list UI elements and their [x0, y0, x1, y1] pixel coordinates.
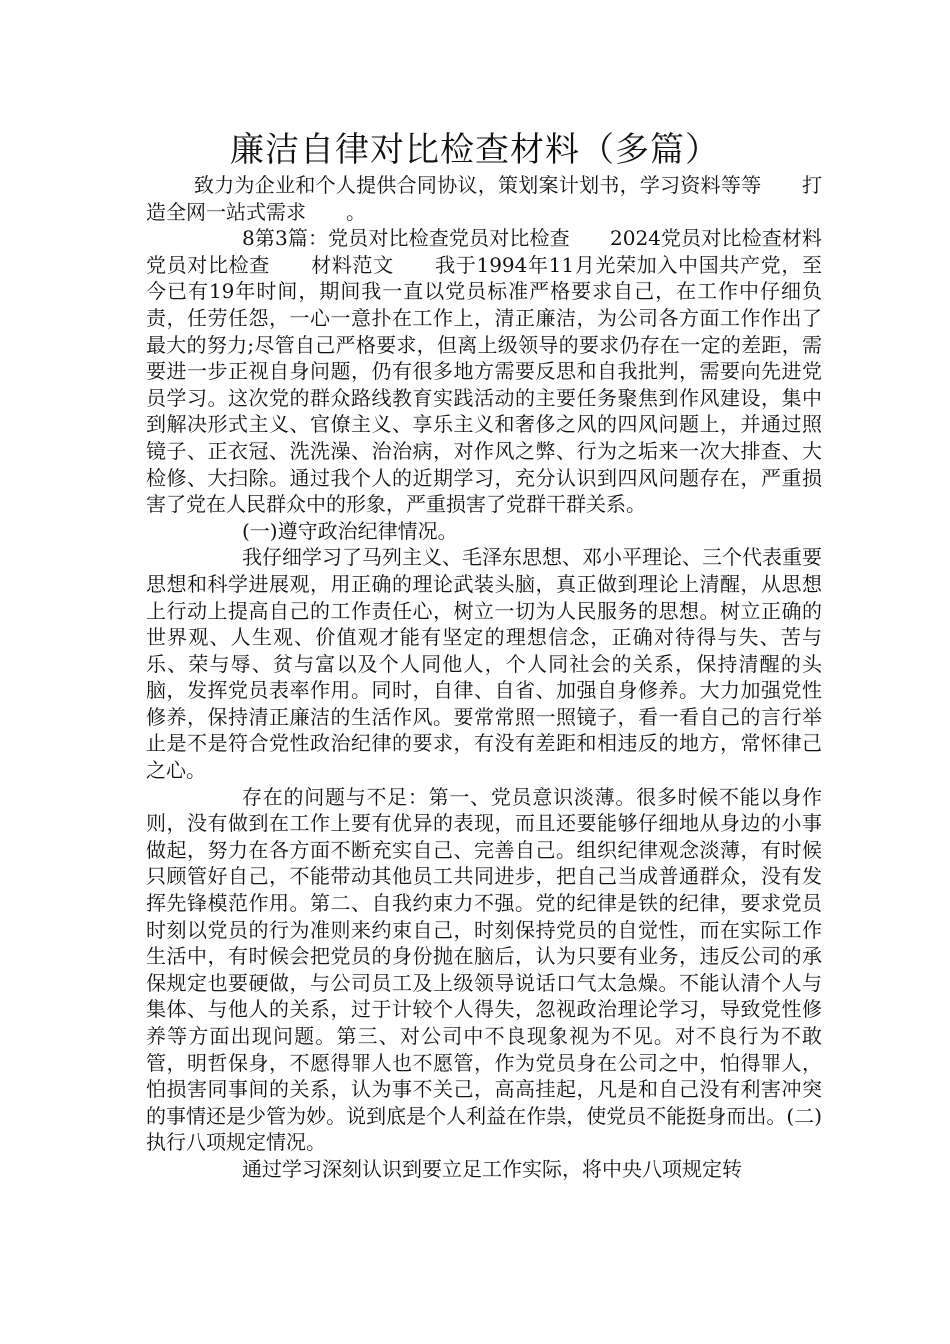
body-paragraph: 8第3篇：党员对比检查党员对比检查 2024党员对比检查材料党员对比检查 材料范文 我于1994年11月光荣加入中国共产党，至今已有19年时间，期间我一直以党员标准严格要求自己，在工作中仔细负责，任劳任怨，一心一意扑在工作上，清正廉洁，为公司各方面工作作出了最大的努力;尽管自己严格要求，但离上级领导的要求仍存在一定的差距，需要进一步正视自身问题，仍有很多地方需要反思和自我批判，需要向先进党员学习。这次党的群众路线教育实践活动的主要任务聚焦到作风建设，集中到解决形式主义、官僚主义、享乐主义和奢侈之风的四风问题上，并通过照镜子、正衣冠、洗洗澡、治治病，对作风之弊、行为之垢来一次大排查、大检修、大扫除。通过我个人的近期学习，充分认识到四风问题存在，严重损害了党在人民群众中的形象，严重损害了党群干群关系。: [146, 226, 822, 517]
body-paragraph: 存在的问题与不足：第一、党员意识淡薄。很多时候不能以身作则，没有做到在工作上要有优异的表现，而且还要能够仔细地从身边的小事做起，努力在各方面不断充实自己、完善自己。组织纪律观念淡薄，有时候只顾管好自己，不能带动其他员工共同进步，把自己当成普通群众，没有发挥先锋模范作用。第二、自我约束力不强。党的纪律是铁的纪律，要求党员时刻以党员的行为准则来约束自己，时刻保持党员的自觉性，而在实际工作生活中，有时候会把党员的身份抛在脑后，认为只要有业务，违反公司的承保规定也要硬做，与公司员工及上级领导说话口气太急燥。不能认清个人与集体、与他人的关系，过于计较个人得失，忽视政治理论学习，导致党性修养等方面出现问题。第三、对公司中不良现象视为不见。对不良行为不敢管，明哲保身，不愿得罪人也不愿管，作为党员身在公司之中，怕得罪人，怕损害同事间的关系，认为事不关己，高高挂起，凡是和自己没有利害冲突的事情还是少管为妙。说到底是个人利益在作祟，使党员不能挺身而出。(二)执行八项规定情况。: [146, 784, 822, 1155]
document-title: 廉洁自律对比检查材料（多篇）: [230, 130, 720, 170]
body-paragraph: 通过学习深刻认识到要立足工作实际，将中央八项规定转: [242, 1156, 742, 1181]
intro-paragraph: 致力为企业和个人提供合同协议，策划案计划书，学习资料等等 打造全网一站式需求 。: [146, 173, 822, 224]
document-body: [146, 172, 822, 1183]
section-heading: (一)遵守政治纪律情况。: [242, 518, 458, 543]
body-paragraph: 我仔细学习了马列主义、毛泽东思想、邓小平理论、三个代表重要思想和科学进展观，用正确的理论武装头脑，真正做到理论上清醒，从思想上行动上提高自己的工作责任心，树立一切为人民服务的思想。树立正确的世界观、人生观、价值观才能有坚定的理想信念，正确对待得与失、苦与乐、荣与辱、贫与富以及个人同他人，个人同社会的关系，保持清醒的头脑，发挥党员表率作用。同时，自律、自省、加强自身修养。大力加强党性修养，保持清正廉洁的生活作风。要常常照一照镜子，看一看自己的言行举止是不是符合党性政治纪律的要求，有没有差距和相违反的地方，常怀律己之心。: [146, 545, 822, 783]
